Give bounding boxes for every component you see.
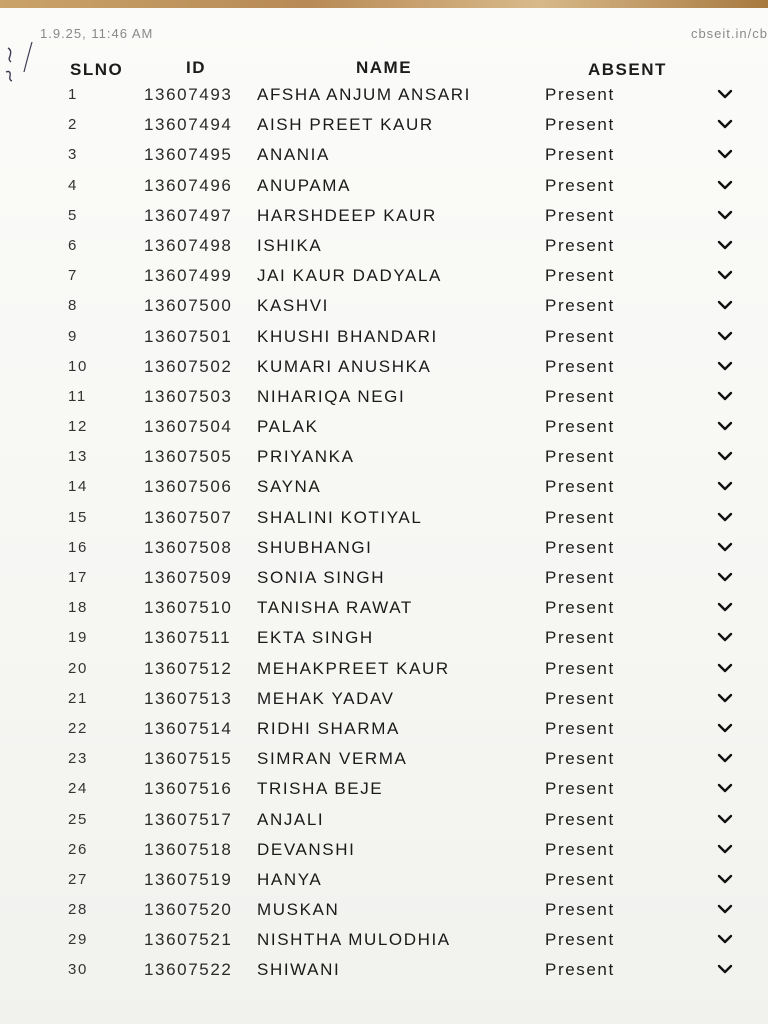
row-student-name: SIMRAN VERMA <box>257 749 408 769</box>
row-slno: 18 <box>68 599 88 617</box>
row-student-name: TRISHA BEJE <box>257 779 384 799</box>
attendance-status-select[interactable] <box>545 505 745 533</box>
attendance-status-select[interactable] <box>545 324 745 352</box>
table-row <box>0 837 768 867</box>
row-slno: 28 <box>68 901 88 919</box>
row-student-name: SAYNA <box>257 477 322 497</box>
attendance-status-select[interactable] <box>545 474 745 502</box>
column-header-name: NAME <box>356 58 413 77</box>
table-row <box>0 354 768 384</box>
attendance-status-select[interactable] <box>545 444 745 472</box>
attendance-status-value: Present <box>545 658 615 678</box>
chevron-down-icon[interactable] <box>717 118 733 130</box>
row-student-id: 13607502 <box>144 356 233 376</box>
row-student-name: KUMARI ANUSHKA <box>257 356 432 376</box>
attendance-status-value: Present <box>545 85 615 104</box>
table-row <box>0 716 768 746</box>
attendance-status-value: Present <box>545 869 615 889</box>
chevron-down-icon[interactable] <box>717 813 733 825</box>
row-student-id: 13607504 <box>144 417 233 437</box>
row-student-id: 13607522 <box>144 960 233 980</box>
chevron-down-icon[interactable] <box>717 843 733 855</box>
row-student-id: 13607508 <box>144 537 233 557</box>
chevron-down-icon[interactable] <box>717 511 733 523</box>
row-student-name: NIHARIQA NEGI <box>257 386 406 406</box>
attendance-status-value: Present <box>545 417 615 437</box>
table-row <box>0 686 768 716</box>
row-student-name: DEVANSHI <box>257 839 356 859</box>
chevron-down-icon[interactable] <box>717 209 733 221</box>
row-slno: 5 <box>68 206 78 224</box>
table-row <box>0 384 768 414</box>
table-row <box>0 595 768 625</box>
chevron-down-icon[interactable] <box>717 148 733 160</box>
row-student-id: 13607501 <box>144 326 233 346</box>
row-student-name: TANISHA RAWAT <box>257 598 413 618</box>
paper-edge <box>0 0 768 8</box>
chevron-down-icon[interactable] <box>717 631 733 643</box>
attendance-status-select[interactable] <box>545 927 745 955</box>
attendance-status-value: Present <box>545 839 615 859</box>
chevron-down-icon[interactable] <box>717 571 733 583</box>
attendance-status-select[interactable] <box>545 595 745 623</box>
attendance-status-value: Present <box>545 296 615 316</box>
attendance-status-value: Present <box>545 809 615 829</box>
row-student-id: 13607497 <box>144 205 233 225</box>
table-row <box>0 324 768 354</box>
attendance-status-value: Present <box>545 779 615 799</box>
row-student-name: ANUPAMA <box>257 175 352 195</box>
attendance-status-select[interactable] <box>545 414 745 442</box>
row-slno: 21 <box>68 689 88 707</box>
chevron-down-icon[interactable] <box>717 692 733 704</box>
attendance-status-select[interactable] <box>545 716 745 744</box>
chevron-down-icon[interactable] <box>717 662 733 674</box>
row-slno: 22 <box>68 719 88 737</box>
attendance-status-select[interactable] <box>545 384 745 412</box>
attendance-status-select[interactable] <box>545 807 745 835</box>
row-student-id: 13607515 <box>144 749 233 769</box>
attendance-status-value: Present <box>545 718 615 738</box>
row-slno: 7 <box>68 267 78 285</box>
row-student-name: AISH PREET KAUR <box>257 115 434 135</box>
attendance-status-select[interactable] <box>545 837 745 865</box>
attendance-status-value: Present <box>545 900 615 920</box>
chevron-down-icon[interactable] <box>717 873 733 885</box>
table-row <box>0 867 768 897</box>
row-slno: 2 <box>68 116 78 134</box>
chevron-down-icon[interactable] <box>717 752 733 764</box>
row-student-id: 13607513 <box>144 688 233 708</box>
row-student-name: KASHVI <box>257 296 329 316</box>
row-slno: 9 <box>68 327 78 345</box>
row-student-id: 13607507 <box>144 507 233 527</box>
table-row <box>0 776 768 806</box>
row-student-name: MEHAKPREET KAUR <box>257 658 450 678</box>
chevron-down-icon[interactable] <box>717 450 733 462</box>
row-student-name: ANJALI <box>257 809 325 829</box>
column-header-slno: SLNO <box>70 60 124 79</box>
chevron-down-icon[interactable] <box>717 782 733 794</box>
attendance-status-value: Present <box>545 688 615 708</box>
attendance-status-select[interactable] <box>545 173 745 201</box>
column-header-absent: ABSENT <box>588 60 667 79</box>
row-student-id: 13607511 <box>144 628 232 648</box>
attendance-status-select[interactable] <box>545 897 745 925</box>
table-row <box>0 263 768 293</box>
row-slno: 27 <box>68 870 88 888</box>
attendance-status-value: Present <box>545 447 615 467</box>
attendance-status-select[interactable] <box>545 957 745 985</box>
row-slno: 15 <box>68 508 88 526</box>
attendance-status-value: Present <box>545 598 615 618</box>
row-student-id: 13607510 <box>144 598 233 618</box>
row-student-name: NISHTHA MULODHIA <box>257 930 451 950</box>
attendance-table-body <box>0 82 768 988</box>
table-row <box>0 293 768 323</box>
row-student-name: SONIA SINGH <box>257 568 386 587</box>
row-student-id: 13607514 <box>144 718 233 738</box>
row-slno: 8 <box>68 297 78 315</box>
table-row <box>0 625 768 655</box>
row-student-name: ISHIKA <box>257 235 323 255</box>
table-row <box>0 474 768 504</box>
row-student-id: 13607509 <box>144 568 233 587</box>
attendance-status-value: Present <box>545 235 615 255</box>
table-header <box>0 58 768 80</box>
row-slno: 20 <box>68 659 88 677</box>
row-slno: 6 <box>68 236 78 254</box>
table-row <box>0 957 768 987</box>
table-row <box>0 505 768 535</box>
row-student-id: 13607499 <box>144 266 233 286</box>
chevron-down-icon[interactable] <box>717 420 733 432</box>
row-student-name: SHIWANI <box>257 960 341 980</box>
attendance-status-select[interactable] <box>545 535 745 563</box>
attendance-status-value: Present <box>545 537 615 557</box>
row-slno: 11 <box>68 387 87 405</box>
row-student-id: 13607494 <box>144 115 233 135</box>
chevron-down-icon[interactable] <box>717 88 733 100</box>
row-slno: 26 <box>68 840 88 858</box>
row-slno: 3 <box>68 146 78 164</box>
row-student-name: HARSHDEEP KAUR <box>257 205 437 225</box>
row-slno: 16 <box>68 538 88 556</box>
chevron-down-icon[interactable] <box>717 390 733 402</box>
table-row <box>0 897 768 927</box>
attendance-status-value: Present <box>545 205 615 225</box>
row-student-name: MUSKAN <box>257 900 340 920</box>
row-student-id: 13607521 <box>144 930 233 950</box>
table-row <box>0 565 768 595</box>
attendance-status-select[interactable] <box>545 656 745 684</box>
row-student-name: EKTA SINGH <box>257 628 374 648</box>
table-row <box>0 203 768 233</box>
row-student-name: SHUBHANGI <box>257 537 373 557</box>
table-row <box>0 142 768 172</box>
row-slno: 17 <box>68 569 88 586</box>
print-date-time: 1.9.25, 11:46 AM <box>40 26 154 41</box>
chevron-down-icon[interactable] <box>717 722 733 734</box>
row-student-name: MEHAK YADAV <box>257 688 395 708</box>
chevron-down-icon[interactable] <box>717 299 733 311</box>
chevron-down-icon[interactable] <box>717 269 733 281</box>
attendance-status-value: Present <box>545 507 615 527</box>
chevron-down-icon[interactable] <box>717 903 733 915</box>
row-student-name: AFSHA ANJUM ANSARI <box>257 85 471 104</box>
attendance-status-select[interactable] <box>545 293 745 321</box>
row-student-name: JAI KAUR DADYALA <box>257 266 442 286</box>
row-student-name: RIDHI SHARMA <box>257 718 400 738</box>
row-slno: 25 <box>68 810 88 828</box>
chevron-down-icon[interactable] <box>717 933 733 945</box>
row-slno: 24 <box>68 780 88 798</box>
row-student-id: 13607512 <box>144 658 233 678</box>
chevron-down-icon[interactable] <box>717 963 733 975</box>
table-row <box>0 112 768 142</box>
attendance-status-select[interactable] <box>545 354 745 382</box>
chevron-down-icon[interactable] <box>717 179 733 191</box>
column-header-id: ID <box>186 58 206 77</box>
attendance-status-select[interactable] <box>545 867 745 895</box>
row-slno: 1 <box>68 86 78 103</box>
table-row <box>0 173 768 203</box>
attendance-status-value: Present <box>545 960 615 980</box>
row-slno: 23 <box>68 750 88 768</box>
row-student-id: 13607516 <box>144 779 233 799</box>
row-student-name: PALAK <box>257 417 319 437</box>
attendance-status-value: Present <box>545 266 615 286</box>
row-slno: 4 <box>68 176 78 194</box>
table-row <box>0 82 768 112</box>
row-slno: 30 <box>68 961 88 979</box>
row-student-id: 13607520 <box>144 900 233 920</box>
attendance-status-select[interactable] <box>545 565 745 593</box>
row-student-id: 13607517 <box>144 809 233 829</box>
row-student-name: PRIYANKA <box>257 447 355 467</box>
row-slno: 13 <box>68 448 88 466</box>
table-row <box>0 807 768 837</box>
attendance-status-select[interactable] <box>545 625 745 653</box>
row-student-id: 13607506 <box>144 477 233 497</box>
attendance-status-select[interactable] <box>545 142 745 170</box>
row-student-id: 13607505 <box>144 447 233 467</box>
attendance-status-value: Present <box>545 175 615 195</box>
attendance-status-value: Present <box>545 115 615 135</box>
row-slno: 29 <box>68 931 88 949</box>
chevron-down-icon[interactable] <box>717 330 733 342</box>
chevron-down-icon[interactable] <box>717 541 733 553</box>
row-slno: 12 <box>68 418 88 436</box>
row-student-id: 13607500 <box>144 296 233 316</box>
attendance-status-value: Present <box>545 145 615 165</box>
attendance-status-select[interactable] <box>545 112 745 140</box>
table-row <box>0 233 768 263</box>
row-slno: 19 <box>68 629 88 647</box>
print-header <box>40 26 768 46</box>
table-row <box>0 414 768 444</box>
attendance-status-value: Present <box>545 326 615 346</box>
attendance-status-select[interactable] <box>545 203 745 231</box>
row-student-name: ANANIA <box>257 145 330 165</box>
attendance-status-select[interactable] <box>545 82 745 110</box>
row-slno: 10 <box>68 357 88 375</box>
attendance-status-value: Present <box>545 386 615 406</box>
row-slno: 14 <box>68 478 88 496</box>
table-row <box>0 535 768 565</box>
table-row <box>0 746 768 776</box>
table-row <box>0 927 768 957</box>
row-student-id: 13607493 <box>144 85 233 104</box>
printed-page <box>0 8 768 1024</box>
row-student-id: 13607518 <box>144 839 233 859</box>
row-student-name: SHALINI KOTIYAL <box>257 507 423 527</box>
row-student-id: 13607519 <box>144 869 233 889</box>
row-student-name: KHUSHI BHANDARI <box>257 326 438 346</box>
row-student-id: 13607498 <box>144 235 233 255</box>
attendance-status-value: Present <box>545 930 615 950</box>
attendance-status-select[interactable] <box>545 776 745 804</box>
attendance-status-value: Present <box>545 568 615 587</box>
attendance-status-value: Present <box>545 628 615 648</box>
row-student-name: HANYA <box>257 869 323 889</box>
attendance-status-select[interactable] <box>545 746 745 774</box>
attendance-status-value: Present <box>545 356 615 376</box>
row-student-id: 13607496 <box>144 175 233 195</box>
print-url: cbseit.in/cb <box>690 26 768 41</box>
chevron-down-icon[interactable] <box>717 480 733 492</box>
attendance-status-select[interactable] <box>545 263 745 291</box>
attendance-status-select[interactable] <box>545 686 745 714</box>
chevron-down-icon[interactable] <box>717 601 733 613</box>
chevron-down-icon[interactable] <box>717 239 733 251</box>
row-student-id: 13607495 <box>144 145 233 165</box>
attendance-status-value: Present <box>545 749 615 769</box>
attendance-status-select[interactable] <box>545 233 745 261</box>
table-row <box>0 656 768 686</box>
attendance-status-value: Present <box>545 477 615 497</box>
table-row <box>0 444 768 474</box>
row-student-id: 13607503 <box>144 386 233 406</box>
chevron-down-icon[interactable] <box>717 360 733 372</box>
